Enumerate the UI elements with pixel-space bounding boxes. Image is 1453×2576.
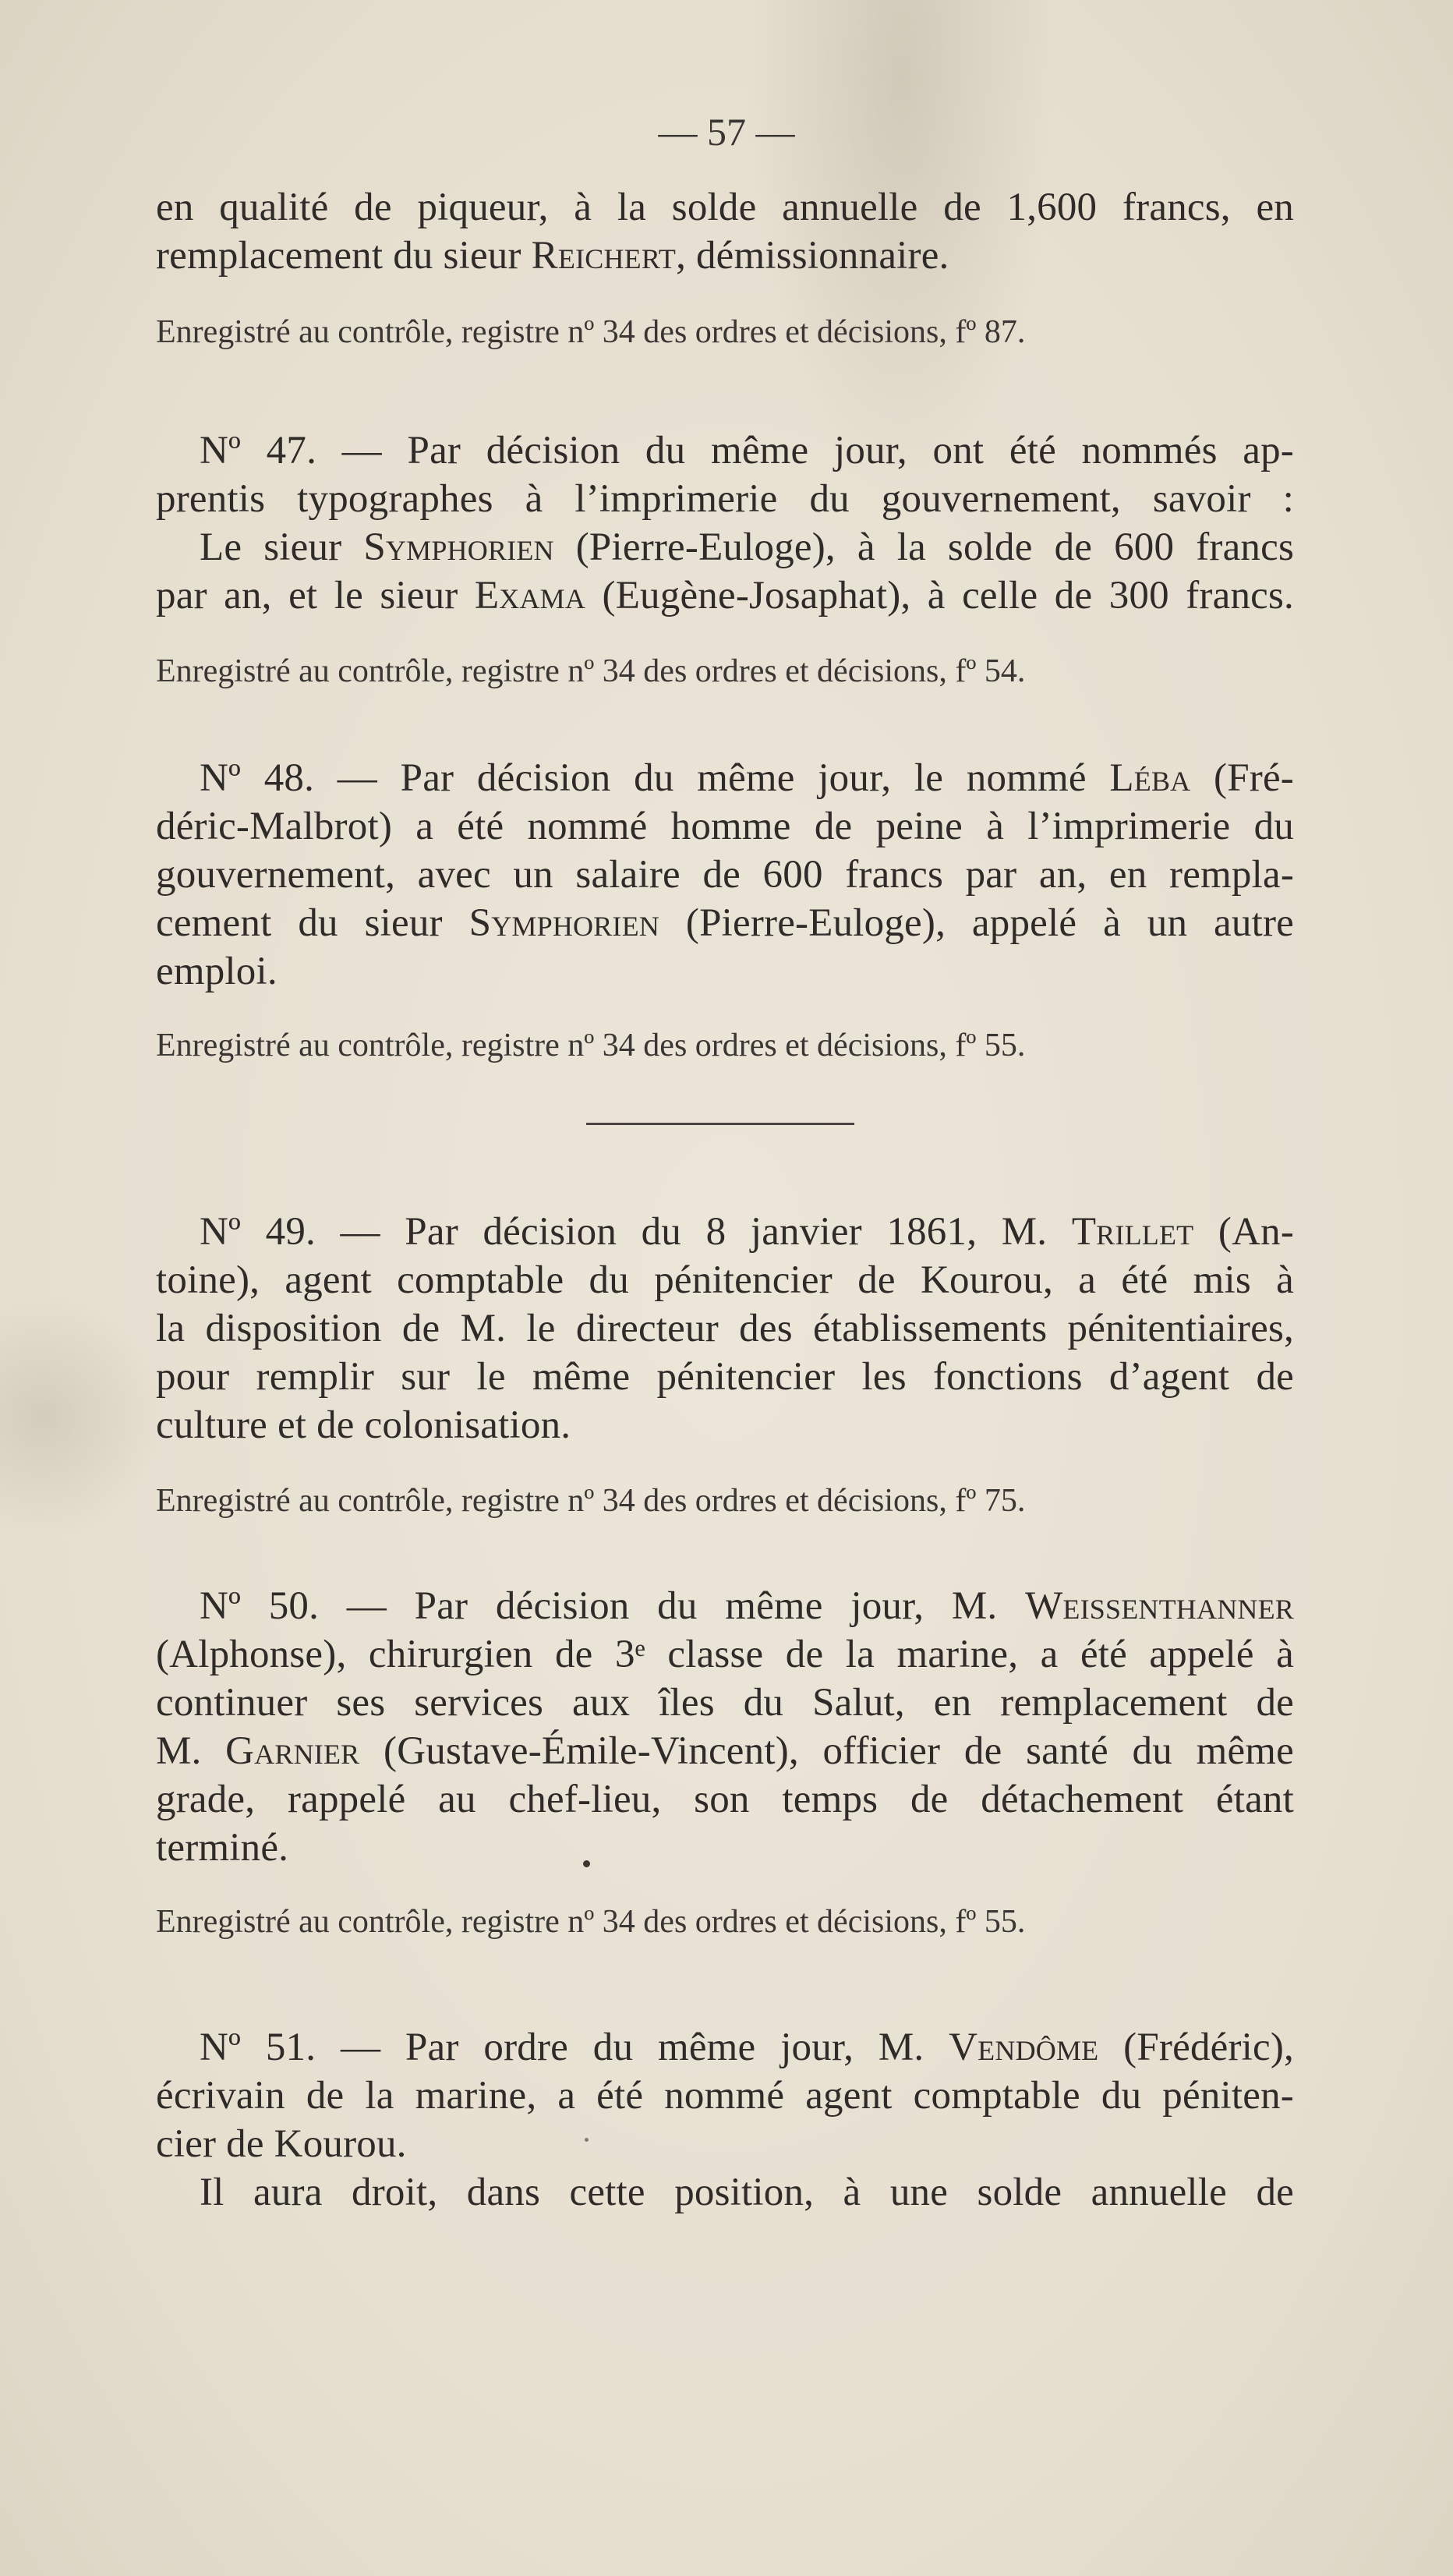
ink-speck — [583, 1860, 590, 1867]
text-line: (Alphonse), chirurgien de 3ᵉ classe de la marine, a été appelé à — [156, 1633, 1294, 1676]
registration-note: Enregistré au contrôle, registre nº 34 des ordres et décisions, fº 54. — [156, 653, 1026, 689]
text-line: par an, et le sieur Exama (Eugène-Josaphat), à celle de 300 francs. — [156, 574, 1294, 617]
text-line: Il aura droit, dans cette position, à une solde annuelle de — [200, 2171, 1294, 2214]
registration-note: Enregistré au contrôle, registre nº 34 des ordres et décisions, fº 87. — [156, 314, 1026, 350]
text-line: emploi. — [156, 950, 278, 993]
registration-note: Enregistré au contrôle, registre nº 34 des ordres et décisions, fº 75. — [156, 1483, 1026, 1519]
page-number: — 57 — — [658, 110, 795, 154]
text-line: en qualité de piqueur, à la solde annuelle de 1,600 francs, en — [156, 186, 1294, 229]
text-line: grade, rappelé au chef-lieu, son temps de détachement étant — [156, 1778, 1294, 1821]
text-line: Nº 48. — Par décision du même jour, le nommé Léba (Fré- — [200, 756, 1294, 800]
text-line: toine), agent comptable du pénitencier de Kourou, a été mis à — [156, 1258, 1294, 1302]
text-line: pour remplir sur le même pénitencier les fonctions d’agent de — [156, 1355, 1294, 1399]
text-line: cement du sieur Symphorien (Pierre-Euloge), appelé à un autre — [156, 901, 1294, 945]
text-line: remplacement du sieur Reichert, démissionnaire. — [156, 234, 949, 278]
text-line: Nº 47. — Par décision du même jour, ont été nommés ap- — [200, 429, 1294, 472]
text-line: déric-Malbrot) a été nommé homme de peine à l’imprimerie du — [156, 805, 1294, 848]
section-divider — [586, 1123, 854, 1125]
text-line: gouvernement, avec un salaire de 600 francs par an, en rempla- — [156, 853, 1294, 897]
text-line: culture et de colonisation. — [156, 1403, 571, 1447]
registration-note: Enregistré au contrôle, registre nº 34 des ordres et décisions, fº 55. — [156, 1028, 1026, 1063]
text-line: Nº 51. — Par ordre du même jour, M. Vendôme (Frédéric), — [200, 2026, 1294, 2069]
text-line: Nº 49. — Par décision du 8 janvier 1861, M. Trillet (An- — [200, 1210, 1294, 1254]
ink-speck — [585, 2138, 589, 2142]
text-line: la disposition de M. le directeur des établissements pénitentiaires, — [156, 1307, 1294, 1350]
text-line: terminé. — [156, 1826, 289, 1870]
text-line: M. Garnier (Gustave-Émile-Vincent), officier de santé du même — [156, 1729, 1294, 1773]
text-line: continuer ses services aux îles du Salut, en remplacement de — [156, 1681, 1294, 1725]
text-line: cier de Kourou. — [156, 2122, 407, 2166]
text-line: écrivain de la marine, a été nommé agent comptable du péniten- — [156, 2074, 1294, 2118]
text-line: Nº 50. — Par décision du même jour, M. Weissenthanner — [200, 1584, 1294, 1628]
text-line: prentis typographes à l’imprimerie du gouvernement, savoir : — [156, 477, 1294, 521]
registration-note: Enregistré au contrôle, registre nº 34 des ordres et décisions, fº 55. — [156, 1904, 1026, 1940]
text-line: Le sieur Symphorien (Pierre-Euloge), à la solde de 600 francs — [200, 525, 1294, 569]
